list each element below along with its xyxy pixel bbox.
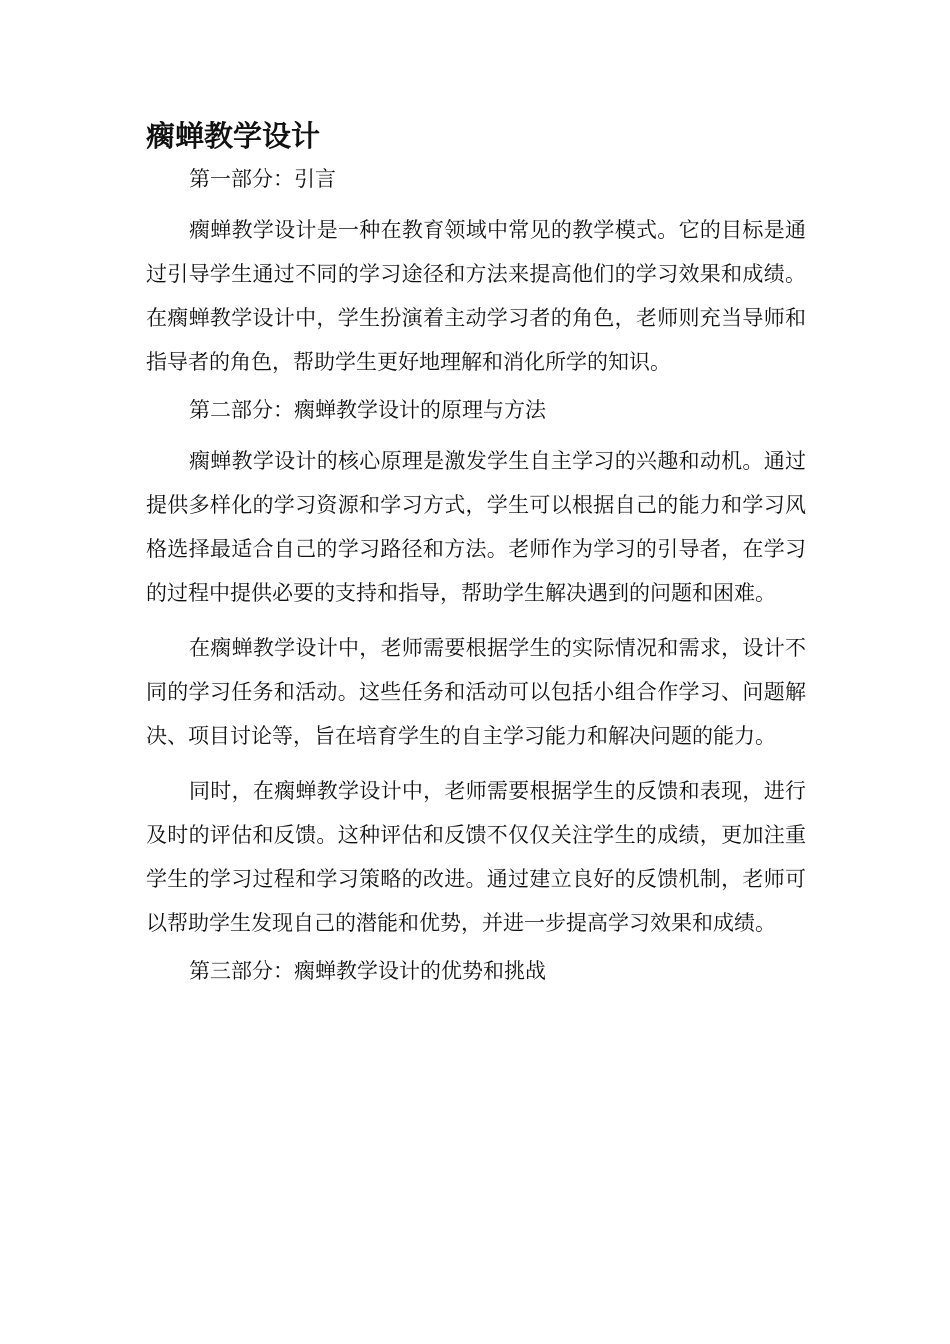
paragraph: 同时，在瘸蝉教学设计中，老师需要根据学生的反馈和表现，进行及时的评估和反馈。这种评估和反馈不仅仅关注学生的成绩，更加注重学生的学习过程和学习策略的改进。通过建立良好的反馈机制，老师可以帮助学生发现自己的潜能和优势，并进一步提高学习效果和成绩。 xyxy=(146,779,806,935)
section-advantages-challenges xyxy=(146,956,806,986)
paragraph: 瘸蝉教学设计的核心原理是激发学生自主学习的兴趣和动机。通过提供多样化的学习资源和学习方式，学生可以根据自己的能力和学习风格选择最适合自己的学习路径和方法。老师作为学习的引导者，在学习的过程中提供必要的支持和指导，帮助学生解决遇到的问题和困难。 xyxy=(146,449,806,605)
document-title: 瘸蝉教学设计 xyxy=(146,119,321,153)
document-body xyxy=(146,116,806,1000)
paragraph: 在瘸蝉教学设计中，老师需要根据学生的实际情况和需求，设计不同的学习任务和活动。这些任务和活动可以包括小组合作学习、问题解决、项目讨论等，旨在培育学生的自主学习能力和解决问题的能力。 xyxy=(146,636,806,748)
section-introduction xyxy=(146,164,806,384)
section-heading: 第二部分：瘸蝉教学设计的原理与方法 xyxy=(189,398,546,422)
paragraph: 瘸蝉教学设计是一种在教育领域中常见的教学模式。它的目标是通过引导学生通过不同的学习途径和方法来提高他们的学习效果和成绩。在瘸蝉教学设计中，学生扮演着主动学习者的角色，老师则充当导师和指导者的角色，帮助学生更好地理解和消化所学的知识。 xyxy=(146,218,806,374)
section-heading: 第三部分：瘸蝉教学设计的优势和挑战 xyxy=(189,959,546,983)
section-principles-methods xyxy=(146,395,806,945)
section-heading: 第一部分：引言 xyxy=(189,167,336,191)
